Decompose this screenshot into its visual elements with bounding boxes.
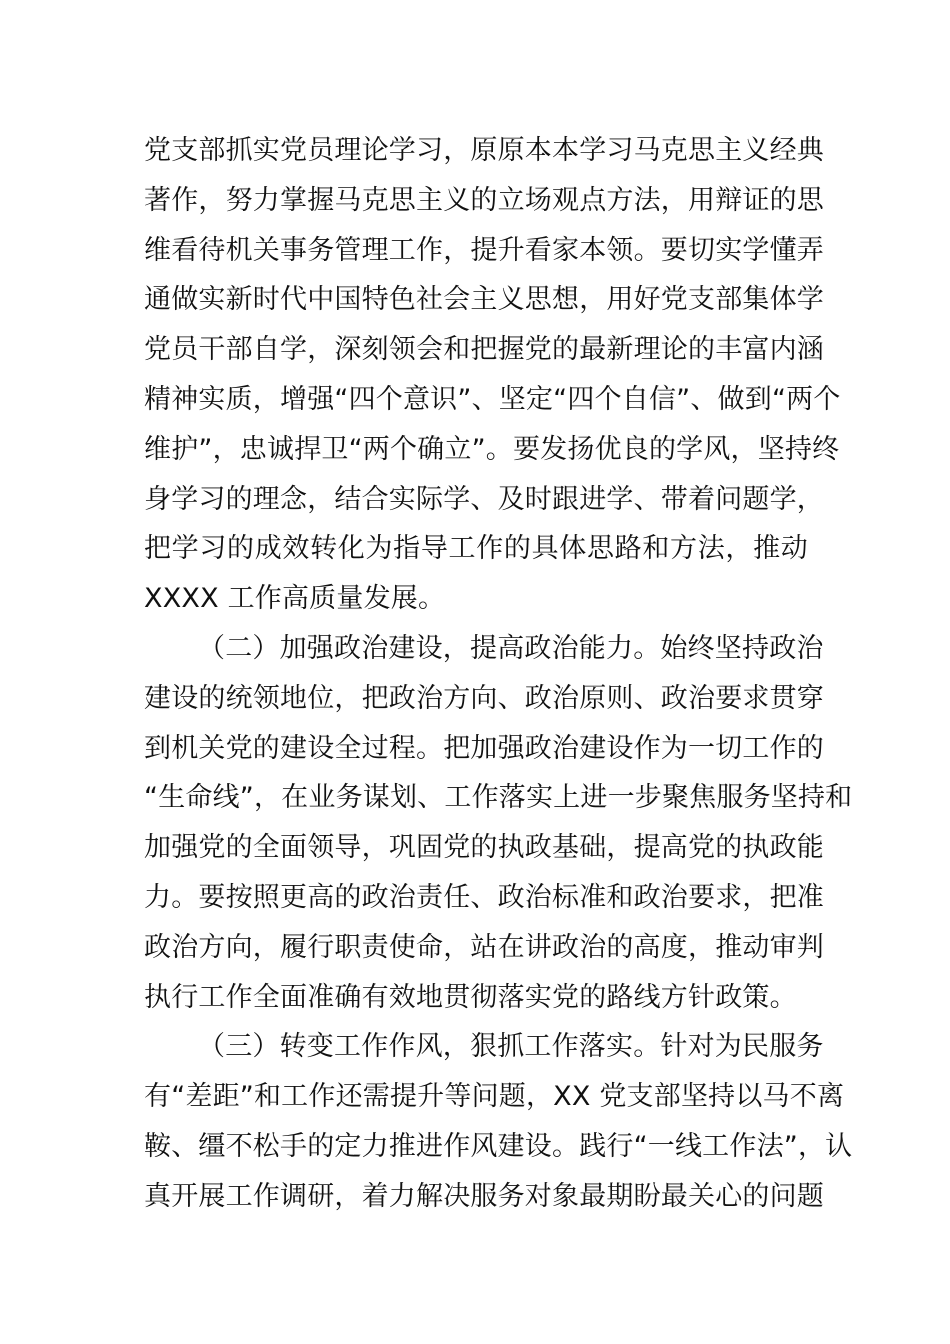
text-line: 通做实新时代中国特色社会主义思想，用好党支部集体学 bbox=[144, 284, 824, 316]
section-heading-line: （二）加强政治建设，提高政治能力。始终坚持政治 bbox=[198, 632, 824, 664]
text-line: 党支部抓实党员理论学习，原原本本学习马克思主义经典 bbox=[144, 135, 824, 166]
text-line: 党员干部自学，深刻领会和把握党的最新理论的丰富内涵 bbox=[144, 334, 824, 366]
text-line: 精神实质，增强“四个意识”、坚定“四个自信”、做到“两个 bbox=[144, 383, 841, 415]
text-line: XXXX 工作高质量发展。 bbox=[144, 583, 446, 615]
paragraph-work-style bbox=[144, 1022, 853, 1221]
text-line: 维护”，忠诚捍卫“两个确立”。要发扬优良的学风，坚持终 bbox=[144, 433, 840, 465]
text-line: 维看待机关事务管理工作，提升看家本领。要切实学懂弄 bbox=[144, 234, 824, 266]
text-line: 有“差距”和工作还需提升等问题，XX 党支部坚持以马不离 bbox=[144, 1081, 845, 1113]
text-line: 建设的统领地位，把政治方向、政治原则、政治要求贯穿 bbox=[144, 682, 824, 714]
text-line: 政治方向，履行职责使命，站在讲政治的高度，推动审判 bbox=[144, 931, 824, 963]
text-line: 到机关党的建设全过程。把加强政治建设作为一切工作的 bbox=[144, 732, 824, 764]
text-line: 身学习的理念，结合实际学、及时跟进学、带着问题学， bbox=[144, 483, 824, 515]
paragraph-political-building bbox=[144, 624, 853, 1022]
text-line: 加强党的全面领导，巩固党的执政基础，提高党的执政能 bbox=[144, 832, 824, 864]
document-body bbox=[144, 126, 853, 1222]
section-heading-line: （三）转变工作作风，狠抓工作落实。针对为民服务 bbox=[198, 1031, 824, 1063]
text-line: 鞍、缰不松手的定力推进作风建设。践行“一线工作法”，认 bbox=[144, 1130, 853, 1162]
text-line: 著作，努力掌握马克思主义的立场观点方法，用辩证的思 bbox=[144, 184, 824, 216]
text-line: 把学习的成效转化为指导工作的具体思路和方法，推动 bbox=[144, 533, 808, 565]
text-line: 执行工作全面准确有效地贯彻落实党的路线方针政策。 bbox=[144, 981, 797, 1013]
text-line: “生命线”，在业务谋划、工作落实上进一步聚焦服务坚持和 bbox=[144, 782, 853, 814]
text-line: 真开展工作调研，着力解决服务对象最期盼最关心的问题 bbox=[144, 1180, 824, 1212]
paragraph-study bbox=[144, 126, 841, 624]
text-line: 力。要按照更高的政治责任、政治标准和政治要求，把准 bbox=[144, 881, 824, 913]
